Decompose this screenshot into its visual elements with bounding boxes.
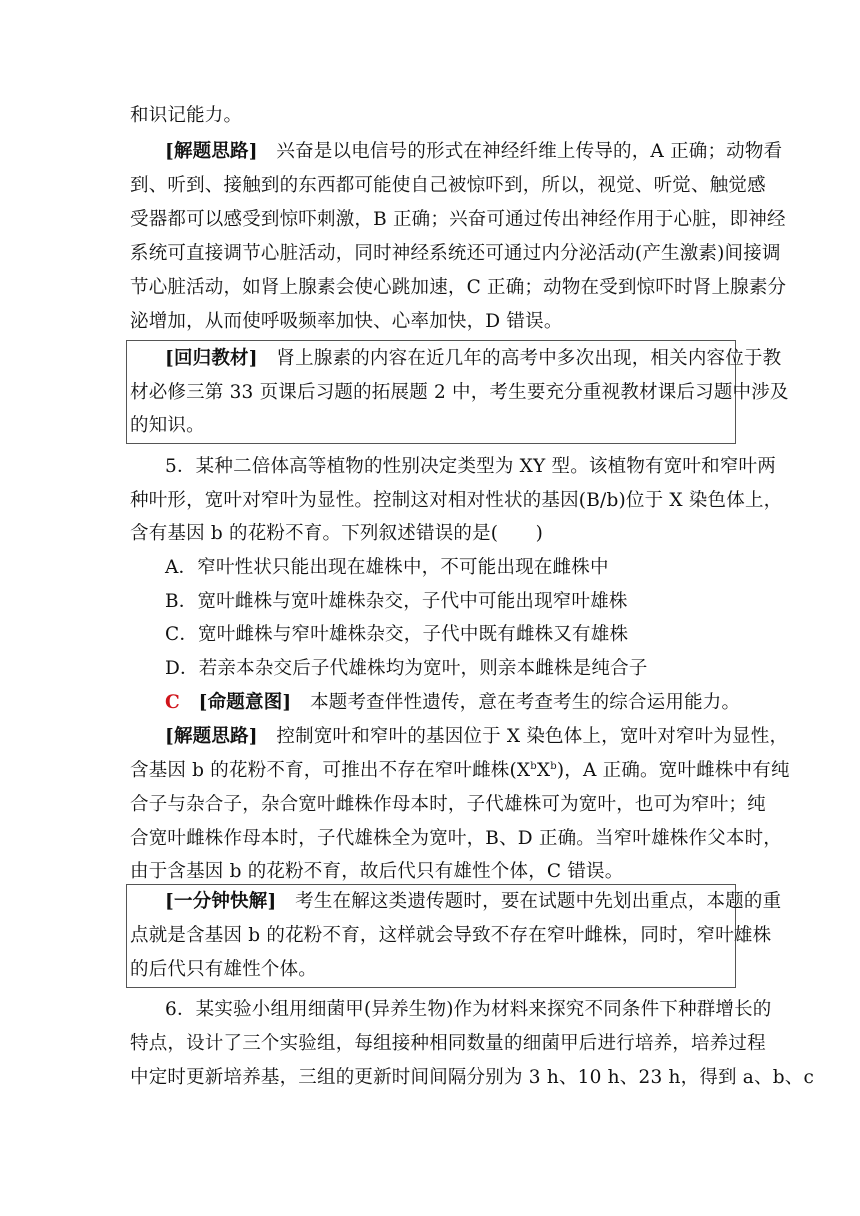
answer-letter: C [165,692,180,713]
q6-stem-line-1: 6．某实验小组用细菌甲(异养生物)作为材料来探究不同条件下种群增长的 [165,999,772,1020]
q6-stem-line-3: 中定时更新培养基，三组的更新时间间隔分别为 3 h、10 h、23 h，得到 a、b、c [130,1067,815,1088]
q4-analysis-line-4: 系统可直接调节心脏活动，同时神经系统还可通过内分泌活动(产生激素)间接调 [130,243,781,264]
box2-line-3: 的后代只有雄性个体。 [130,959,318,980]
box1-line-3: 的知识。 [130,415,205,436]
q5-stem-line-3: 含有基因 b 的花粉不育。下列叙述错误的是( ) [130,523,544,544]
box1-line-2: 材必修三第 33 页课后习题的拓展题 2 中，考生要充分重视教材课后习题中涉及 [130,382,789,403]
q5-option-c: C．宽叶雌株与窄叶雄株杂交，子代中既有雌株又有雄株 [165,624,629,645]
q4-analysis-line-1: [解题思路] 兴奋是以电信号的形式在神经纤维上传导的，A 正确；动物看 [165,141,783,162]
q5-option-a: A．窄叶性状只能出现在雄株中，不可能出现在雌株中 [165,557,609,578]
q4-analysis-line-6: 泌增加，从而使呼吸频率加快、心率加快，D 错误。 [130,311,563,332]
q5-stem-line-1: 5．某种二倍体高等植物的性别决定类型为 XY 型。该植物有宽叶和窄叶两 [165,456,776,477]
q5-analysis-line-1: [解题思路] 控制宽叶和窄叶的基因位于 X 染色体上，宽叶对窄叶为显性， [165,726,789,747]
q4-analysis-line-5: 节心脏活动，如肾上腺素会使心跳加速，C 正确；动物在受到惊吓时肾上腺素分 [130,277,787,298]
q5-answer-line: C [命题意图] 本题考查伴性遗传，意在考查考生的综合运用能力。 [165,692,741,713]
q5-analysis-line-3: 合子与杂合子，杂合宽叶雌株作母本时，子代雄株可为宽叶，也可为窄叶；纯 [130,794,766,815]
q5-analysis-line-2: 含基因 b 的花粉不育，可推出不存在窄叶雌株$(X^bX^b)$，A 正确。宽叶雌株中有纯 [130,760,790,781]
q5-analysis-line-5: 由于含基因 b 的花粉不育，故后代只有雄性个体，C 错误。 [130,861,624,882]
box2-line-1: [一分钟快解] 考生在解这类遗传题时，要在试题中先划出重点，本题的重 [165,891,782,912]
intent-tag: [命题意图] [198,692,292,713]
q4-analysis-line-3: 受器都可以感受到惊吓刺激，B 正确；兴奋可通过传出神经作用于心脏，即神经 [130,209,786,230]
box2-tag: [一分钟快解] [165,891,277,912]
analysis-tag: [解题思路] [165,726,258,747]
analysis-tag: [解题思路] [165,141,258,162]
q5-option-b: B．宽叶雌株与宽叶雄株杂交，子代中可能出现窄叶雄株 [165,591,628,612]
box1-line-1: [回归教材] 肾上腺素的内容在近几年的高考中多次出现，相关内容位于教 [165,348,782,369]
continuation-line: 和识记能力。 [130,105,243,126]
q5-analysis-line-4: 合宽叶雌株作母本时，子代雄株全为宽叶，B、D 正确。当窄叶雄株作父本时， [130,828,783,849]
box2-line-2: 点就是含基因 b 的花粉不育，这样就会导致不存在窄叶雌株，同时，窄叶雄株 [130,925,772,946]
q5-option-d: D．若亲本杂交后子代雄株均为宽叶，则亲本雌株是纯合子 [165,658,648,679]
box1-tag: [回归教材] [165,348,258,369]
q4-analysis-line-2: 到、听到、接触到的东西都可能使自己被惊吓到，所以，视觉、听觉、触觉感 [130,175,766,196]
q5-stem-line-2: 种叶形，宽叶对窄叶为显性。控制这对相对性状的基因(B/b)位于 X 染色体上， [130,490,783,511]
q6-stem-line-2: 特点，设计了三个实验组，每组接种相同数量的细菌甲后进行培养，培养过程 [130,1033,766,1054]
